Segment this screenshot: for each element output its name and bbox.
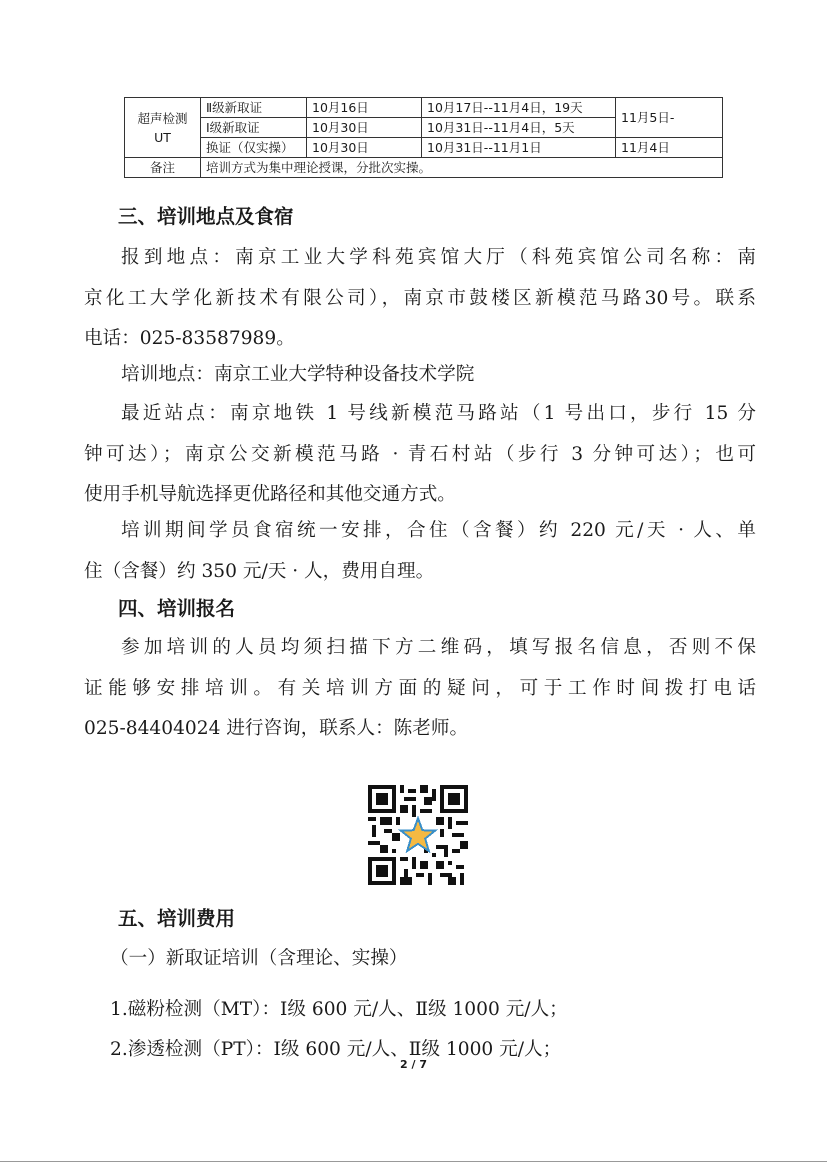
location-paragraph [84, 355, 756, 396]
fee-item-mt: 1.磁粉检测（MT）：Ⅰ级 600 元/人、Ⅱ级 1000 元/人； [110, 999, 568, 1020]
table-cell: 10月31日--11月1日 [422, 138, 616, 158]
page-number: 2 / 7 [400, 1058, 427, 1071]
text-line: 钟可达）；南京公交新模范马路 · 青石村站（步行 3 分钟可达）；也可 [84, 443, 756, 465]
text-line: 参加培训的人员均须扫描下方二维码，填写报名信息，否则不保 [121, 637, 756, 658]
table-row [125, 138, 723, 158]
station-paragraph [84, 394, 756, 516]
section5-heading: 五、培训费用 [118, 907, 236, 930]
table-cell: 10月30日 [307, 118, 422, 138]
report-paragraph [84, 238, 756, 360]
section3-heading: 三、培训地点及食宿 [118, 205, 294, 228]
text-line: 证能够安排培训。有关培训方面的疑问，可于工作时间拨打电话 [84, 677, 756, 699]
text-line: 培训地点：南京工业大学特种设备技术学院 [121, 364, 475, 385]
table-row [125, 158, 723, 178]
table-cell: 11月5日- [616, 98, 723, 138]
table-cell: Ⅱ级新取证 [201, 98, 307, 118]
text-line: 报到地点：南京工业大学科苑宾馆大厅（科苑宾馆公司名称：南 [121, 247, 756, 268]
method-label: 超声检测 [137, 110, 188, 126]
table-cell: 10月16日 [307, 98, 422, 118]
table-cell: 10月17日--11月4日，19天 [422, 98, 616, 118]
registration-paragraph [84, 628, 756, 750]
lodging-paragraph [84, 511, 756, 592]
method-cell [125, 98, 201, 158]
text-line: 培训期间学员食宿统一安排，合住（含餐）约 220 元/天 · 人、单 [121, 520, 756, 541]
table-cell: 10月31日--11月4日，5天 [422, 118, 616, 138]
table-cell: 换证（仅实操） [201, 138, 307, 158]
fee-subheading: （一）新取证培训（含理论、实操） [110, 948, 408, 969]
text-line: 京化工大学化新技术有限公司），南京市鼓楼区新模范马路30号。联系 [84, 287, 756, 309]
page-bottom-border [0, 1161, 827, 1162]
table-cell: 10月30日 [307, 138, 422, 158]
text-line: 电话：025-83587989。 [84, 328, 295, 349]
text-line: 住（含餐）约 350 元/天 · 人，费用自理。 [84, 560, 435, 582]
schedule-table [124, 97, 723, 178]
table-cell: Ⅰ级新取证 [201, 118, 307, 138]
table-cell: 11月4日 [616, 138, 723, 158]
method-code: UT [154, 129, 171, 145]
remark-text: 培训方式为集中理论授课，分批次实操。 [201, 158, 723, 178]
fee-item-pt: 2.渗透检测（PT）：Ⅰ级 600 元/人、Ⅱ级 1000 元/人； [110, 1039, 562, 1060]
section4-heading: 四、培训报名 [118, 597, 236, 620]
text-line: 使用手机导航选择更优路径和其他交通方式。 [84, 484, 456, 505]
text-line: 025-84404024 进行咨询，联系人：陈老师。 [84, 718, 469, 739]
registration-qr-code-icon[interactable] [368, 785, 468, 885]
text-line: 最近站点：南京地铁 1 号线新模范马路站（1 号出口，步行 15 分 [121, 403, 756, 424]
table-row [125, 98, 723, 118]
remark-label: 备注 [125, 158, 201, 178]
